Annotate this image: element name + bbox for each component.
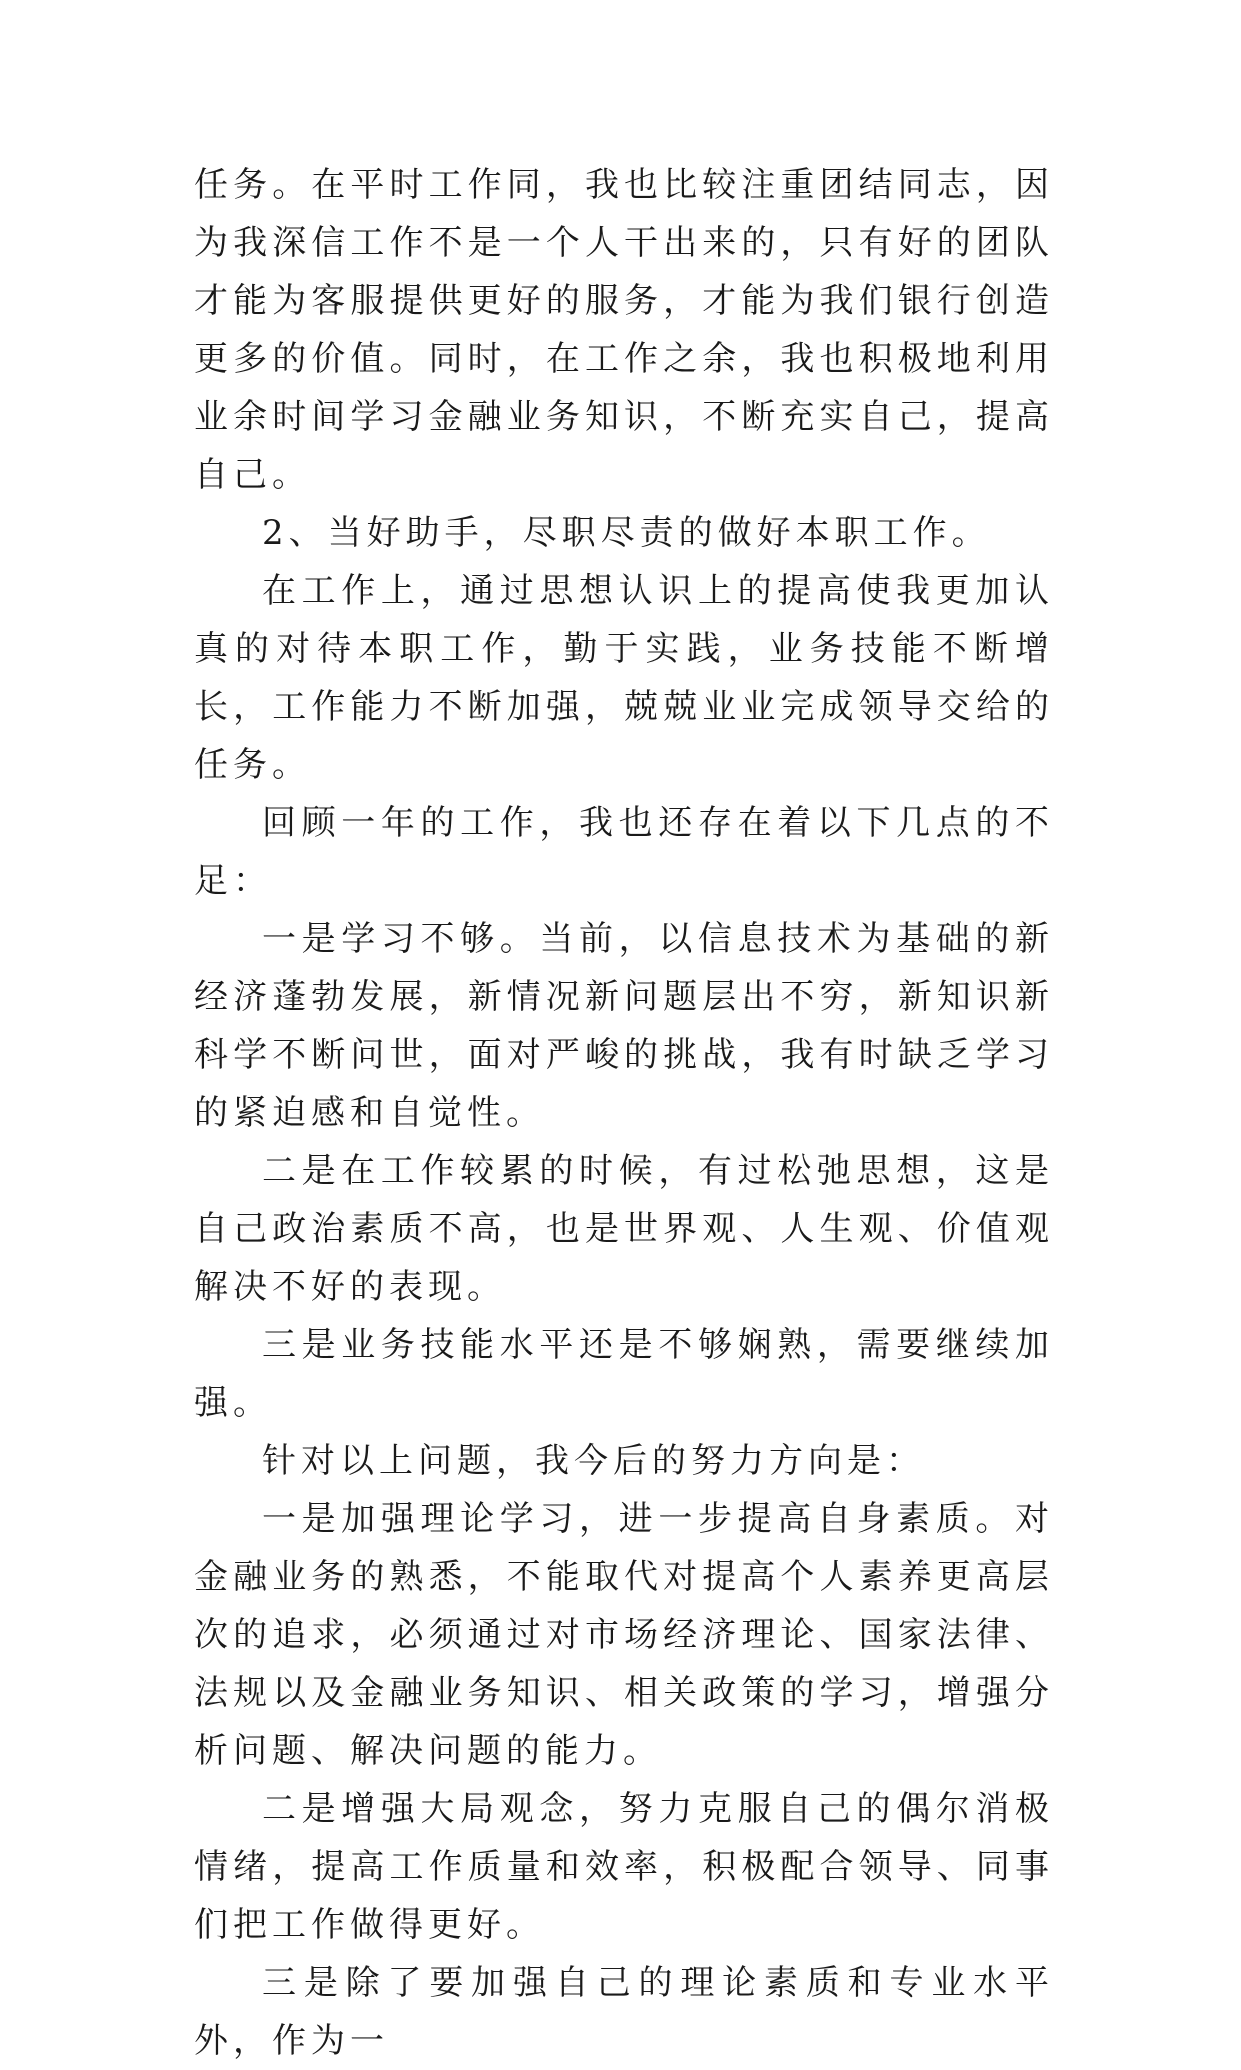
paragraph-continuation: 任务。在平时工作同，我也比较注重团结同志，因为我深信工作不是一个人干出来的，只有好的团队才能为客服提供更好的服务，才能为我们银行创造更多的价值。同时，在工作之余，我也积极地利用业余时间学习金融业务知识，不断充实自己，提高自己。 — [194, 165, 1054, 495]
document-body — [194, 156, 1054, 2070]
paragraph-direction-1: 一是加强理论学习，进一步提高自身素质。对金融业务的熟悉，不能取代对提高个人素养更高层次的追求，必须通过对市场经济理论、国家法律、法规以及金融业务知识、相关政策的学习，增强分析问题、解决问题的能力。 — [194, 1499, 1054, 1771]
paragraph-shortcomings-intro: 回顾一年的工作，我也还存在着以下几点的不足： — [194, 803, 1054, 901]
paragraph-work-improvement: 在工作上，通过思想认识上的提高使我更加认真的对待本职工作，勤于实践，业务技能不断增长，工作能力不断加强，兢兢业业完成领导交给的任务。 — [194, 571, 1054, 785]
paragraph-shortcoming-1: 一是学习不够。当前，以信息技术为基础的新经济蓬勃发展，新情况新问题层出不穷，新知识新科学不断问世，面对严峻的挑战，我有时缺乏学习的紧迫感和自觉性。 — [194, 919, 1054, 1133]
paragraph-shortcoming-2: 二是在工作较累的时候，有过松弛思想，这是自己政治素质不高，也是世界观、人生观、价值观解决不好的表现。 — [194, 1151, 1054, 1307]
paragraph-direction-intro: 针对以上问题，我今后的努力方向是： — [262, 1441, 925, 1481]
paragraph-item-2-heading: 2、当好助手，尽职尽责的做好本职工作。 — [262, 513, 991, 553]
paragraph-shortcoming-3: 三是业务技能水平还是不够娴熟，需要继续加强。 — [194, 1325, 1054, 1423]
paragraph-direction-2: 二是增强大局观念，努力克服自己的偶尔消极情绪，提高工作质量和效率，积极配合领导、同事们把工作做得更好。 — [194, 1789, 1054, 1945]
paragraph-direction-3: 三是除了要加强自己的理论素质和专业水平外，作为一 — [194, 1963, 1054, 2061]
